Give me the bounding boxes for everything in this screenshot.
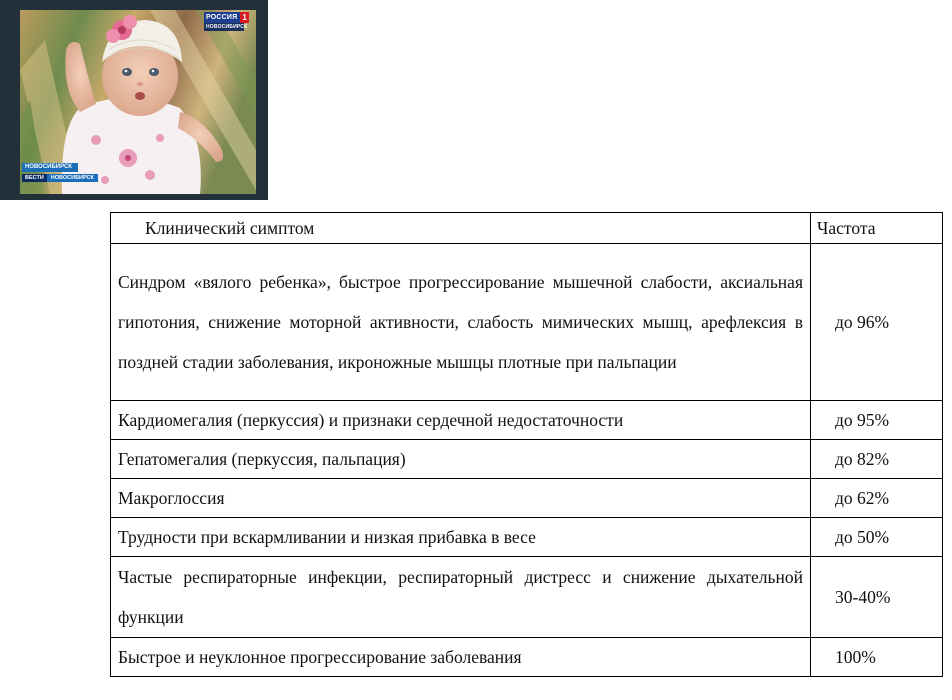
lower-third-brand-name: ВЕСТИ <box>22 174 47 182</box>
table-header-row <box>111 213 943 244</box>
table-row <box>111 518 943 557</box>
symptom-cell: Частые респираторные инфекции, респираторный дистресс и снижение дыхательной функции <box>111 557 811 638</box>
frequency-cell: до 82% <box>811 440 943 479</box>
table-row <box>111 440 943 479</box>
frequency-cell: 30-40% <box>811 557 943 638</box>
frequency-cell: до 50% <box>811 518 943 557</box>
channel-logo-number: 1 <box>242 13 248 22</box>
header-frequency: Частота <box>811 213 943 244</box>
symptom-cell: Макроглоссия <box>111 479 811 518</box>
symptom-cell: Кардиомегалия (перкуссия) и признаки сердечной недостаточности <box>111 401 811 440</box>
frequency-cell: 100% <box>811 638 943 677</box>
table-row <box>111 557 943 638</box>
news-video-still <box>0 0 268 200</box>
frequency-cell: до 95% <box>811 401 943 440</box>
table-row <box>111 479 943 518</box>
frequency-cell: до 62% <box>811 479 943 518</box>
table-row <box>111 401 943 440</box>
table-row <box>111 638 943 677</box>
lower-third-brand-city: НОВОСИБИРСК <box>47 174 98 182</box>
symptom-cell: Синдром «вялого ребенка», быстрое прогрессирование мышечной слабости, аксиальная гипотония, снижение моторной активности, слабость мимических мышц, арефлексия в поздней стадии заболевания, икроножные мышцы плотные при пальпации <box>111 244 811 401</box>
clinical-symptoms-table <box>110 212 943 677</box>
symptom-cell: Гепатомегалия (перкуссия, пальпация) <box>111 440 811 479</box>
channel-logo-region: НОВОСИБИРСК <box>206 24 248 30</box>
table-row <box>111 244 943 401</box>
channel-logo <box>204 12 248 32</box>
header-symptom: Клинический симптом <box>111 213 811 244</box>
channel-logo-name: РОССИЯ <box>206 14 238 21</box>
symptom-cell: Быстрое и неуклонное прогрессирование заболевания <box>111 638 811 677</box>
frequency-cell: до 96% <box>811 244 943 401</box>
lower-third-brand <box>22 174 98 182</box>
symptom-cell: Трудности при вскармливании и низкая прибавка в весе <box>111 518 811 557</box>
lower-third-city: НОВОСИБИРСК <box>22 163 78 172</box>
